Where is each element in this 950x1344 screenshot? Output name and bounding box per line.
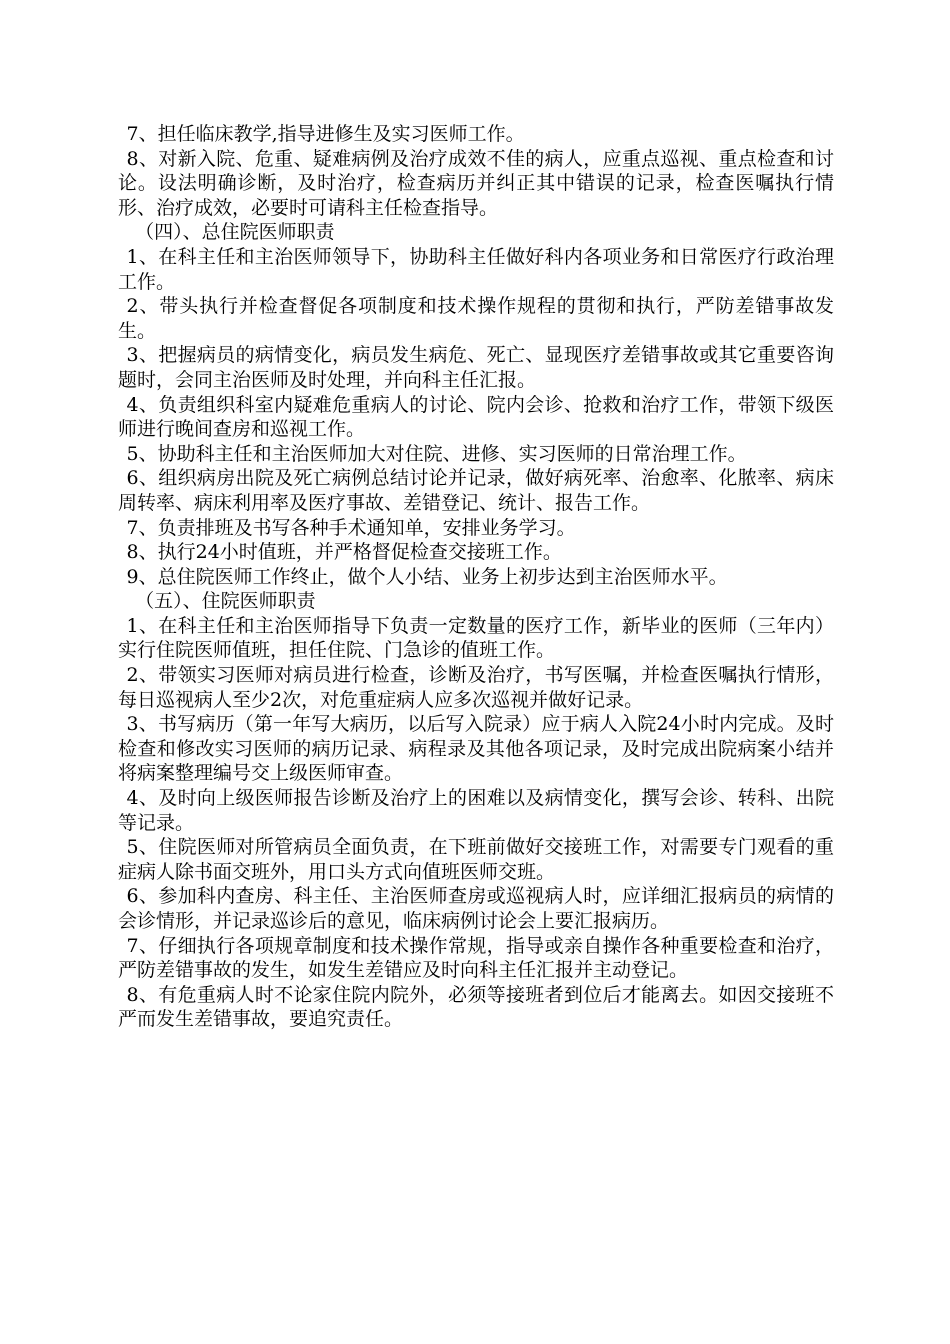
paragraph-resident-duty-1: 1、在科主任和主治医师指导下负责一定数量的医疗工作，新毕业的医师（三年内）实行住院医师值班，担任住院、门急诊的值班工作。 — [118, 614, 834, 662]
paragraph-chief-duty-3: 3、把握病员的病情变化，病员发生病危、死亡、显现医疗差错事故或其它重要咨询题时，会同主治医师及时处理，并向科主任汇报。 — [118, 344, 834, 391]
paragraph-resident-duty-7: 7、仔细执行各项规章制度和技术操作常规，指导或亲自操作各种重要检查和治疗，严防差错事故的发生，如发生差错应及时向科主任汇报并主动登记。 — [118, 934, 834, 982]
paragraph-chief-duty-5: 5、协助科主任和主治医师加大对住院、进修、实习医师的日常治理工作。 — [126, 442, 747, 465]
paragraph-resident-duty-3: 3、书写病历（第一年写大病历，以后写入院录）应于病人入院24小时内完成。及时检查和修改实习医师的病历记录、病程录及其他各项记录，及时完成出院病案小结并将病案整理编号交上级医师审查。 — [118, 713, 834, 785]
paragraph-duty-7-teaching: 7、担任临床教学,指导进修生及实习医师工作。 — [126, 123, 525, 145]
paragraph-chief-duty-4: 4、负责组织科室内疑难危重病人的讨论、院内会诊、抢救和治疗工作，带领下级医师进行晚间查房和巡视工作。 — [118, 393, 834, 441]
paragraph-chief-duty-1: 1、在科主任和主治医师领导下，协助科主任做好科内各项业务和日常医疗行政治理工作。 — [118, 245, 834, 293]
section-heading-chief-resident: （四）、总住院医师职责 — [135, 221, 335, 244]
paragraph-chief-duty-6: 6、组织病房出院及死亡病例总结讨论并记录，做好病死率、治愈率、化脓率、病床周转率、病床利用率及医疗事故、差错登记、统计、报告工作。 — [118, 467, 834, 514]
paragraph-resident-duty-6: 6、参加科内查房、科主任、主治医师查房或巡视病人时，应详细汇报病员的病情的会诊情形，并记录巡诊后的意见，临床病例讨论会上要汇报病历。 — [118, 885, 834, 932]
paragraph-resident-duty-2: 2、带领实习医师对病员进行检查，诊断及治疗，书写医嘱，并检查医嘱执行情形，每日巡视病人至少2次，对危重症病人应多次巡视并做好记录。 — [118, 664, 834, 711]
paragraph-chief-duty-2: 2、带头执行并检查督促各项制度和技术操作规程的贯彻和执行，严防差错事故发生。 — [118, 295, 834, 342]
paragraph-chief-duty-9: 9、总住院医师工作终止，做个人小结、业务上初步达到主治医师水平。 — [126, 565, 728, 588]
paragraph-chief-duty-8: 8、执行24小时值班，并严格督促检查交接班工作。 — [126, 541, 562, 564]
section-heading-resident: （五）、住院医师职责 — [135, 590, 316, 613]
paragraph-duty-8-key-inspection: 8、对新入院、危重、疑难病例及治疗成效不佳的病人，应重点巡视、重点检查和讨论。设法明确诊断，及时治疗，检查病历并纠正其中错误的记录，检查医嘱执行情形、治疗成效，必要时可请科主任检查指导。 — [118, 147, 834, 219]
paragraph-resident-duty-4: 4、及时向上级医师报告诊断及治疗上的困难以及病情变化，撰写会诊、转科、出院等记录。 — [118, 787, 834, 834]
paragraph-resident-duty-5: 5、住院医师对所管病员全面负责，在下班前做好交接班工作，对需要专门观看的重症病人除书面交班外，用口头方式向值班医师交班。 — [118, 836, 834, 883]
paragraph-resident-duty-8: 8、有危重病人时不论家住院内院外，必须等接班者到位后才能离去。如因交接班不严而发生差错事故，要追究责任。 — [118, 983, 834, 1031]
document-page — [118, 122, 834, 1032]
paragraph-chief-duty-7: 7、负责排班及书写各种手术通知单，安排业务学习。 — [126, 516, 576, 539]
